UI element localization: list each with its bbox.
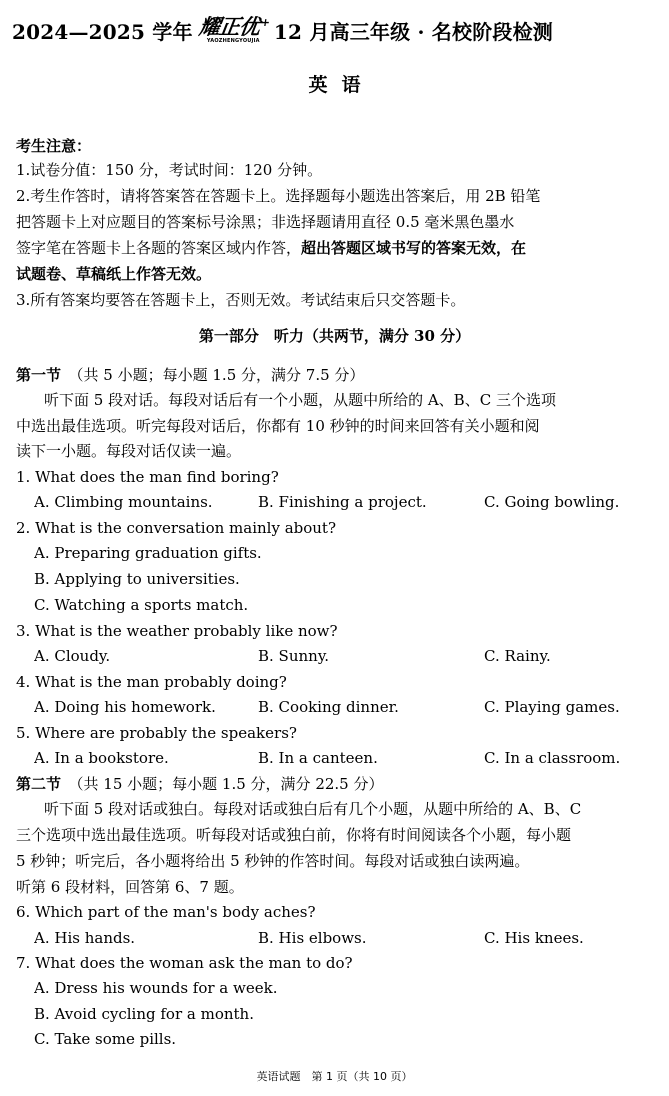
option-c: C. In a classroom. — [484, 749, 621, 767]
section1-instruction: 听下面 5 段对话。每段对话后有一个小题，从题中所给的 A、B、C 三个选项 — [44, 391, 556, 409]
notice-item — [16, 237, 658, 259]
section2-material: 听第 6 段材料，回答第 6、7 题。 — [16, 878, 244, 896]
question-stem: 6. Which part of the man's body aches? — [16, 903, 316, 921]
notice-item: 3.所有答案均要答在答题卡上，否则无效。考试结束后只交答题卡。 — [16, 291, 466, 309]
exam-header — [12, 16, 662, 45]
question-options — [34, 927, 658, 949]
question-options — [34, 747, 658, 769]
question-options — [34, 491, 658, 513]
question-options — [34, 696, 658, 718]
notice-item: 把答题卡上对应题目的答案标号涂黑；非选择题请用直径 0.5 毫米黑色墨水 — [16, 213, 515, 231]
option-c: C. Rainy. — [484, 647, 551, 665]
section2-label: 第二节 — [16, 775, 62, 793]
section2-instruction: 5 秒钟；听完后，各小题将给出 5 秒钟的作答时间。每段对话或独白读两遍。 — [16, 852, 530, 870]
option-a: A. Cloudy. — [34, 647, 111, 665]
option-a: A. Preparing graduation gifts. — [34, 544, 262, 562]
section1-desc: （共 5 小题；每小题 1.5 分，满分 7.5 分） — [76, 366, 365, 384]
option-c: C. Take some pills. — [34, 1030, 177, 1048]
notice-title: 考生注意： — [16, 137, 92, 155]
notice-item: 2.考生作答时，请将答案答在答题卡上。选择题每小题选出答案后，用 2B 铅笔 — [16, 187, 541, 205]
logo-subtext: YAOZHENGYOUJIA — [206, 38, 260, 44]
section1-instruction: 中选出最佳选项。听完每段对话后，你都有 10 秒钟的时间来回答有关小题和阅 — [16, 417, 540, 435]
section2-desc: （共 15 小题；每小题 1.5 分，满分 22.5 分） — [76, 775, 384, 793]
option-b: B. Finishing a project. — [258, 493, 427, 511]
option-b: B. Applying to universities. — [34, 570, 240, 588]
option-b: B. In a canteen. — [258, 749, 378, 767]
section1-label: 第一节 — [16, 366, 62, 384]
option-c: C. Watching a sports match. — [34, 596, 249, 614]
question-stem: 5. Where are probably the speakers? — [16, 724, 297, 742]
question-stem: 2. What is the conversation mainly about? — [16, 519, 337, 537]
question-stem: 4. What is the man probably doing? — [16, 673, 287, 691]
question-stem: 3. What is the weather probably like now? — [16, 622, 338, 640]
question-stem: 1. What does the man find boring? — [16, 468, 279, 486]
option-b: B. Avoid cycling for a month. — [34, 1005, 254, 1023]
option-a: A. In a bookstore. — [34, 749, 169, 767]
subject-title: 英语 — [308, 74, 375, 96]
question-options — [34, 645, 658, 667]
option-a: A. His hands. — [34, 929, 136, 947]
notice-item: 试题卷、草稿纸上作答无效。 — [16, 265, 212, 283]
notice-item: 1.试卷分值：150 分，考试时间：120 分钟。 — [16, 161, 323, 179]
brand-logo — [199, 17, 268, 44]
section2-heading — [16, 773, 658, 795]
option-c: C. His knees. — [484, 929, 584, 947]
option-b: B. Cooking dinner. — [258, 698, 399, 716]
option-b: B. His elbows. — [258, 929, 367, 947]
option-a: A. Doing his homework. — [34, 698, 216, 716]
header-exam: 12 月高三年级 · 名校阶段检测 — [273, 20, 554, 44]
section2-instruction: 三个选项中选出最佳选项。听每段对话或独白前，你将有时间阅读各个小题，每小题 — [16, 826, 572, 844]
notice-item-text: 签字笔在答题卡上各题的答案区域内作答， — [16, 239, 302, 257]
option-c: C. Playing games. — [484, 698, 620, 716]
question-stem: 7. What does the woman ask the man to do? — [16, 954, 353, 972]
logo-text: 耀正优 — [197, 15, 261, 39]
option-b: B. Sunny. — [258, 647, 330, 665]
option-c: C. Going bowling. — [484, 493, 620, 511]
option-a: A. Climbing mountains. — [34, 493, 213, 511]
part1-title: 第一部分 听力（共两节，满分 30 分） — [198, 327, 471, 345]
section2-instruction: 听下面 5 段对话或独白。每段对话或独白后有几个小题，从题中所给的 A、B、C — [44, 800, 582, 818]
header-year: 2024—2025 学年 — [12, 20, 193, 44]
logo-plus: + — [259, 16, 270, 29]
option-a: A. Dress his wounds for a week. — [34, 979, 278, 997]
section1-instruction: 读下一小题。每段对话仅读一遍。 — [16, 442, 242, 460]
section1-heading — [16, 364, 658, 386]
page-footer: 英语试题 第 1 页（共 10 页） — [256, 1070, 413, 1083]
notice-bold-tail: 超出答题区域书写的答案无效，在 — [301, 239, 527, 257]
